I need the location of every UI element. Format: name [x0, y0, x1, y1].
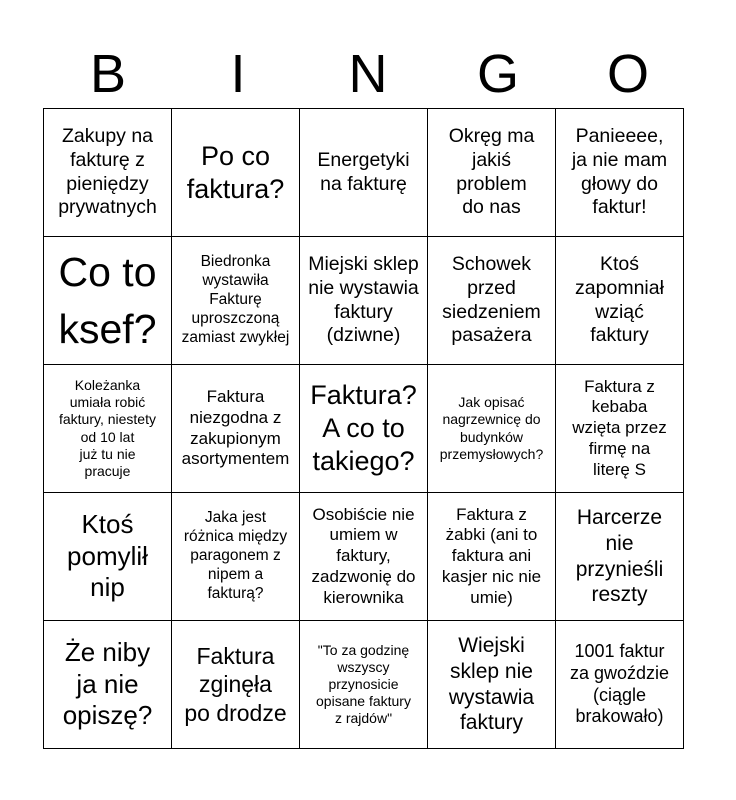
- bingo-board: [43, 108, 684, 749]
- bingo-cell[interactable]: [428, 365, 556, 493]
- header-letter-n: N: [348, 44, 388, 104]
- bingo-cell[interactable]: [300, 493, 428, 621]
- cell-text: Jaka jest różnica między paragonem z nipem a fakturą?: [183, 509, 288, 602]
- cell-text: Okręg ma jakiś problem do nas: [448, 124, 535, 219]
- cell-text: Jak opisać nagrzewnicę do budynków przemysłowych?: [439, 394, 544, 462]
- cell-text: Ktoś zapomniał wziąć faktury: [575, 252, 664, 347]
- bingo-cell[interactable]: [44, 493, 172, 621]
- bingo-cell[interactable]: [556, 493, 684, 621]
- cell-text: Faktura? A co to takiego?: [310, 380, 417, 476]
- bingo-header: [43, 40, 693, 108]
- bingo-cell[interactable]: [428, 237, 556, 365]
- bingo-cell[interactable]: [428, 621, 556, 749]
- bingo-cell[interactable]: [172, 109, 300, 237]
- cell-text: Osobiście nie umiem w faktury, zadzwonię do kierownika: [311, 504, 416, 607]
- bingo-cell[interactable]: [300, 109, 428, 237]
- cell-text: Po co faktura?: [186, 140, 285, 204]
- bingo-cell[interactable]: [44, 365, 172, 493]
- bingo-cell[interactable]: [172, 237, 300, 365]
- header-letter-g: G: [476, 44, 519, 104]
- bingo-cell[interactable]: [44, 621, 172, 749]
- board-row-5: [44, 621, 684, 749]
- bingo-cell[interactable]: [556, 621, 684, 749]
- cell-text: Biedronka wystawiła Fakturę uproszczoną zamiast zwykłej: [181, 253, 290, 346]
- bingo-cell[interactable]: [556, 365, 684, 493]
- cell-text: Harcerze nie przynieśli reszty: [575, 506, 664, 607]
- cell-text: Wiejski sklep nie wystawia faktury: [448, 634, 535, 735]
- bingo-cell[interactable]: [428, 109, 556, 237]
- cell-text: "To za godzinę wszyscy przynosicie opisane faktury z rajdów": [316, 641, 411, 727]
- cell-text: Panieeee, ja nie mam głowy do faktur!: [571, 124, 668, 219]
- header-letter-b: B: [89, 44, 127, 104]
- board-row-3: [44, 365, 684, 493]
- cell-text: 1001 faktur za gwoździe (ciągle brakowało): [569, 640, 670, 727]
- cell-text: Koleżanka umiała robić faktury, niestety od 10 lat już tu nie pracuje: [58, 377, 156, 479]
- cell-text: Faktura zginęła po drodze: [184, 643, 287, 726]
- bingo-cell[interactable]: [556, 109, 684, 237]
- cell-text: Schowek przed siedzeniem pasażera: [442, 252, 541, 347]
- header-letter-i: I: [230, 44, 246, 104]
- cell-text: Energetyki na fakturę: [317, 148, 410, 195]
- cell-text: Faktura z żabki (ani to faktura ani kasjer nic nie umie): [441, 504, 542, 607]
- bingo-cell[interactable]: [172, 493, 300, 621]
- bingo-cell[interactable]: [300, 237, 428, 365]
- bingo-cell[interactable]: [428, 493, 556, 621]
- bingo-cell[interactable]: [172, 621, 300, 749]
- board-row-2: [44, 237, 684, 365]
- board-row-1: [44, 109, 684, 237]
- bingo-cell[interactable]: [300, 621, 428, 749]
- cell-text: Co to ksef?: [58, 248, 157, 352]
- cell-text: Faktura niezgodna z zakupionym asortymentem: [181, 387, 290, 469]
- cell-text: Zakupy na fakturę z pieniędzy prywatnych: [58, 124, 157, 219]
- cell-text: Faktura z kebaba wzięta przez firmę na literę S: [572, 376, 667, 479]
- bingo-cell[interactable]: [44, 237, 172, 365]
- header-letter-o: O: [606, 44, 649, 104]
- bingo-cell[interactable]: [300, 365, 428, 493]
- cell-text: Ktoś pomylił nip: [67, 508, 148, 603]
- bingo-cell[interactable]: [44, 109, 172, 237]
- bingo-cell[interactable]: [172, 365, 300, 493]
- bingo-cell[interactable]: [556, 237, 684, 365]
- cell-text: Miejski sklep nie wystawia faktury (dziwne): [308, 252, 419, 347]
- cell-text: Że niby ja nie opiszę?: [62, 636, 153, 731]
- board-row-4: [44, 493, 684, 621]
